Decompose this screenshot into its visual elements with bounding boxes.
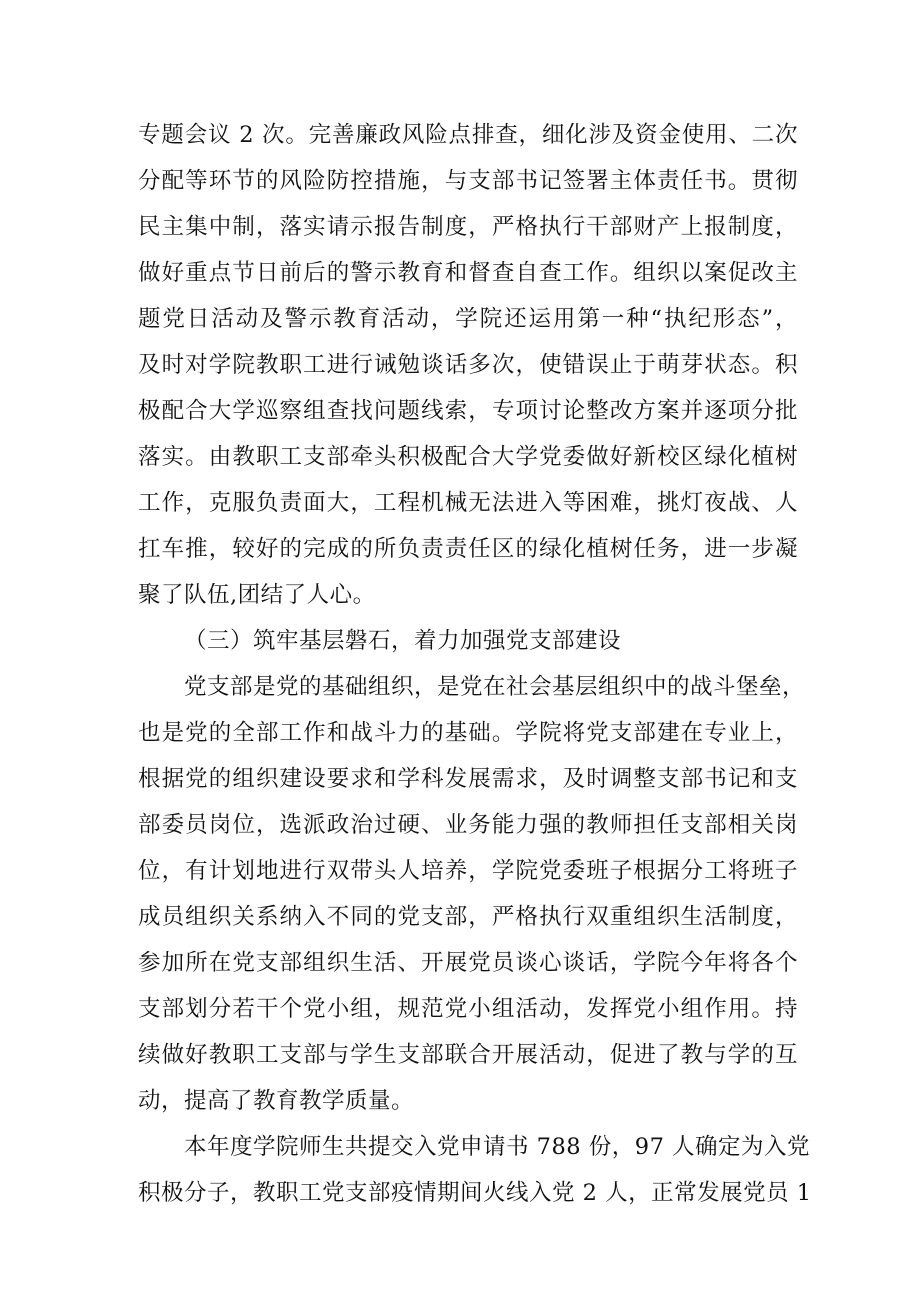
paragraph-line-11: 聚了队伍,团结了人心。 [138,582,376,608]
paragraph-line-4: 做好重点节日前后的警示教育和督查自查工作。组织以案促改主 [138,260,798,286]
paragraph-line-6: 及时对学院教职工进行诫勉谈话多次，使错误止于萌芽状态。积 [138,352,798,378]
section-heading: （三）筑牢基层磐石，着力加强党支部建设 [184,628,622,654]
paragraph-line-18: 成员组织关系纳入不同的党支部，严格执行双重组织生活制度， [138,904,798,930]
paragraph-line-23: 本年度学院师生共提交入党申请书 788 份，97 人确定为入党 [184,1134,811,1160]
paragraph-line-20: 支部划分若干个党小组，规范党小组活动，发挥党小组作用。持 [138,996,798,1022]
paragraph-line-5: 题党日活动及警示教育活动，学院还运用第一种“执纪形态”， [138,306,798,332]
paragraph-line-22: 动，提高了教育教学质量。 [138,1088,415,1114]
paragraph-line-16: 部委员岗位，选派政治过硬、业务能力强的教师担任支部相关岗 [138,812,798,838]
paragraph-line-13: 党支部是党的基础组织，是党在社会基层组织中的战斗堡垒， [184,674,806,700]
paragraph-line-15: 根据党的组织建设要求和学科发展需求，及时调整支部书记和支 [138,766,798,792]
paragraph-line-19: 参加所在党支部组织生活、开展党员谈心谈话，学院今年将各个 [138,950,798,976]
paragraph-line-24: 积极分子，教职工党支部疫情期间火线入党 2 人，正常发展党员 1 [138,1180,812,1206]
paragraph-line-8: 落实。由教职工支部牵头积极配合大学党委做好新校区绿化植树 [138,444,798,470]
paragraph-line-9: 工作，克服负责面大，工程机械无法进入等困难，挑灯夜战、人 [138,490,798,516]
paragraph-line-7: 极配合大学巡察组查找问题线索，专项讨论整改方案并逐项分批 [138,398,798,424]
paragraph-line-21: 续做好教职工支部与学生支部联合开展活动，促进了教与学的互 [138,1042,798,1068]
paragraph-line-10: 扛车推，较好的完成的所负责责任区的绿化植树任务，进一步凝 [138,536,798,562]
paragraph-line-2: 分配等环节的风险防控措施，与支部书记签署主体责任书。贯彻 [138,168,798,194]
paragraph-line-1: 专题会议 2 次。完善廉政风险点排查，细化涉及资金使用、二次 [138,122,798,148]
paragraph-line-17: 位，有计划地进行双带头人培养，学院党委班子根据分工将班子 [138,858,798,884]
paragraph-line-3: 民主集中制，落实请示报告制度，严格执行干部财产上报制度， [138,214,798,240]
paragraph-line-14: 也是党的全部工作和战斗力的基础。学院将党支部建在专业上， [138,720,798,746]
